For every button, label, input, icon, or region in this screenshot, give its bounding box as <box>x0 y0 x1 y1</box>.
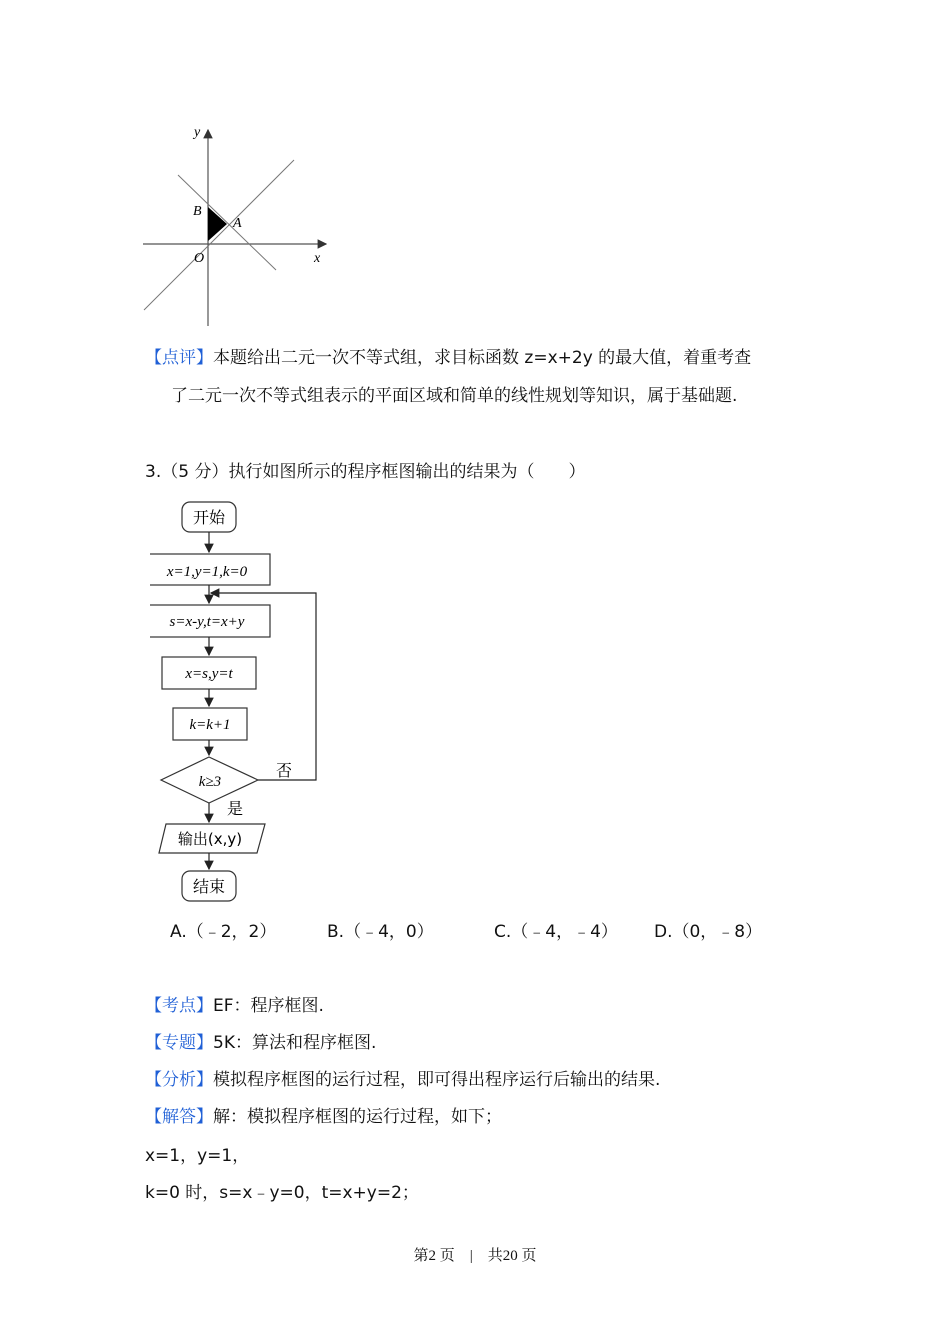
point-a-label: A <box>233 216 242 231</box>
no-label: 否 <box>276 761 293 780</box>
comment-text-2: 了二元一次不等式组表示的平面区域和简单的线性规划等知识，属于基础题. <box>171 386 738 406</box>
kaodian-line <box>145 994 324 1018</box>
option-b: B.（﹣4，0） <box>327 922 434 942</box>
yes-label: 是 <box>227 799 244 818</box>
kaodian-tag: 【考点】 <box>145 996 213 1016</box>
point-b-label: B <box>193 204 202 219</box>
condition-label: k≥3 <box>198 774 222 790</box>
solution-line-xy: x=1，y=1， <box>145 1146 250 1166</box>
option-a: A.（﹣2，2） <box>170 922 277 942</box>
origin-label: O <box>194 251 205 266</box>
zhuanti-tag: 【专题】 <box>145 1033 213 1053</box>
jieda-line <box>145 1105 502 1129</box>
zhuanti-text: 5K：算法和程序框图. <box>213 1033 377 1053</box>
fenxi-text: 模拟程序框图的运行过程，即可得出程序运行后输出的结果. <box>213 1070 661 1090</box>
init-label: x=1,y=1,k=0 <box>166 564 248 580</box>
comment-text-1: 本题给出二元一次不等式组，求目标函数 z=x+2y 的最大值，着重考查 <box>213 348 752 368</box>
line-rising <box>144 160 294 310</box>
option-c: C.（﹣4，﹣4） <box>494 922 618 942</box>
step1-label: s=x-y,t=x+y <box>169 614 245 630</box>
end-label: 结束 <box>192 877 226 896</box>
comment-line-2 <box>171 384 737 408</box>
program-flowchart <box>150 498 330 908</box>
jieda-text: 解：模拟程序框图的运行过程，如下； <box>213 1107 502 1127</box>
comment-line-1 <box>145 346 751 370</box>
page-footer: 第2 页 | 共20 页 <box>413 1248 537 1264</box>
solution-line-k0: k=0 时，s=x﹣y=0，t=x+y=2； <box>145 1183 419 1203</box>
y-axis-label: y <box>194 125 201 140</box>
zhuanti-line <box>145 1031 376 1055</box>
output-label: 输出(x,y) <box>177 830 243 848</box>
x-axis-label: x <box>314 251 321 266</box>
jieda-tag: 【解答】 <box>145 1107 213 1127</box>
line-falling <box>178 175 276 270</box>
step2-label: x=s,y=t <box>185 666 233 682</box>
step3-label: k=k+1 <box>189 717 231 733</box>
question-text: 3.（5 分）执行如图所示的程序框图输出的结果为（ ） <box>145 462 586 482</box>
fenxi-line <box>145 1068 660 1092</box>
option-d: D.（0，﹣8） <box>654 922 763 942</box>
comment-tag: 【点评】 <box>145 348 213 368</box>
inequality-region-graph <box>138 120 338 330</box>
start-label: 开始 <box>192 508 226 527</box>
fenxi-tag: 【分析】 <box>145 1070 213 1090</box>
kaodian-text: EF：程序框图. <box>213 996 324 1016</box>
